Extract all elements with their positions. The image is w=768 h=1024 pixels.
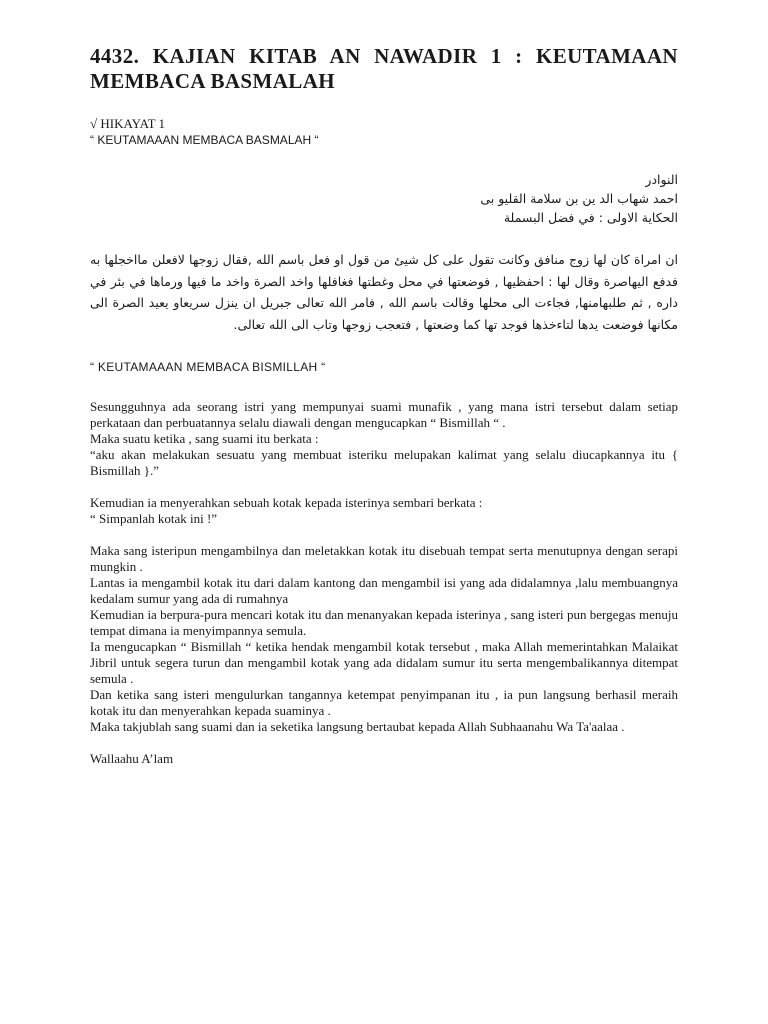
arabic-header-line: احمد شهاب الد ين بن سلامة القليو بى	[480, 191, 678, 206]
paragraph: Maka takjublah sang suami dan ia seketika langsung bertaubat kepada Allah Subhaanahu Wa Ta'aalaa .	[90, 719, 625, 734]
paragraph: “ Simpanlah kotak ini !”	[90, 511, 218, 526]
closing-line: Wallaahu A’lam	[90, 751, 174, 766]
arabic-header	[90, 170, 678, 227]
document-title: 4432. KAJIAN KITAB AN NAWADIR 1 : KEUTAMAAN MEMBACA BASMALAH	[90, 44, 678, 93]
paragraph: “aku akan melakukan sesuatu yang membuat isteriku melupakan kalimat yang selalu diucapkannya itu { Bismillah }.”	[90, 447, 678, 478]
arabic-body: ان امراة كان لها زوج منافق وكانت تقول على كل شيئ من قول او فعل باسم الله ,فقال زوجها لافعلن مااخجلها به فدفع اليهاصرة وقال لها : احفظيها , فوضعتها في محل وغطتها فغافلها واخد الصرة واخد ما فيها ورماها في بئر في داره , ثم طلبهامنها, فجاءت الى محلها وقالت باسم الله , فامر الله تعالى جبريل ان ينزل سريعاو يعيد الصرة الى مكانها فوضعت يدها لتاءخذها فوجد تها كما وضعتها , فتعجب زوجها وتاب الى الله تعالى.	[90, 252, 678, 332]
paragraph: Lantas ia mengambil kotak itu dari dalam kantong dan mengambil isi yang ada didalamnya ,lalu membuangnya kedalam sumur yang ada di rumahnya	[90, 575, 678, 606]
paragraph: Sesungguhnya ada seorang istri yang mempunyai suami munafik , yang mana istri tersebut dalam setiap perkataan dan perbuatannya selalu diawali dengan mengucapkan “ Bismillah “ .	[90, 399, 678, 430]
document-page	[90, 44, 678, 767]
paragraph: Kemudian ia berpura-pura mencari kotak itu dan menanyakan kepada isterinya , sang isteri pun bergegas menuju tempat dimana ia menyimpannya semula.	[90, 607, 678, 638]
paragraph: Dan ketika sang isteri mengulurkan tangannya ketempat penyimpanan itu , ia pun langsung berhasil meraih kotak itu dan menyerahkan kepada suaminya .	[90, 687, 678, 718]
subtitle-quote: “ KEUTAMAAAN MEMBACA BASMALAH “	[90, 133, 319, 147]
paragraph: Maka suatu ketika , sang suami itu berkata :	[90, 431, 319, 446]
arabic-header-line: النوادر	[645, 172, 678, 187]
paragraph: Kemudian ia menyerahkan sebuah kotak kepada isterinya sembari berkata :	[90, 495, 483, 510]
arabic-header-line: الحكاية الاولى : في فضل البسملة	[503, 210, 678, 225]
paragraph: Maka sang isteripun mengambilnya dan meletakkan kotak itu disebuah tempat serta menutupnya dengan serapi mungkin .	[90, 543, 678, 574]
latin-heading: “ KEUTAMAAAN MEMBACA BISMILLAH “	[90, 360, 326, 374]
paragraph: Ia mengucapkan “ Bismillah “ ketika hendak mengambil kotak tersebut , maka Allah memerintahkan Malaikat Jibril untuk segera turun dan mengambil kotak yang ada didalam sumur itu serta mengembalikannya ditempat semula .	[90, 639, 678, 686]
hikayat-label: √ HIKAYAT 1	[90, 116, 166, 131]
